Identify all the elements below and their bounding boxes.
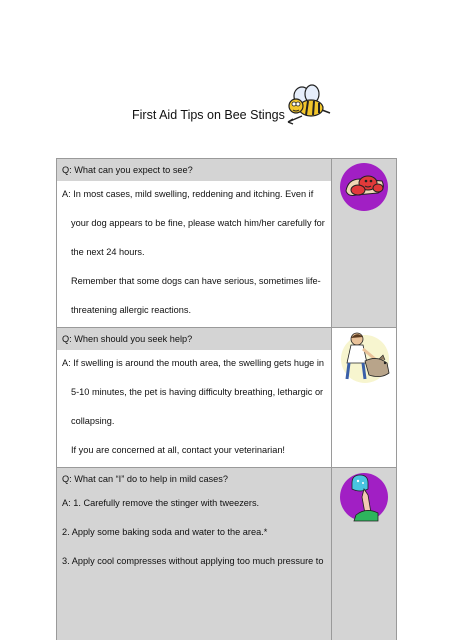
question-text: Q: What can you expect to see? xyxy=(62,165,193,175)
table-border xyxy=(56,327,397,328)
illustration-cell xyxy=(331,158,397,327)
question-row xyxy=(56,158,331,181)
answer-line: threatening allergic reactions. xyxy=(71,305,192,315)
answer-line: 5-10 minutes, the pet is having difficulty breathing, lethargic or xyxy=(71,387,324,397)
page-title: First Aid Tips on Bee Stings xyxy=(132,108,285,122)
bee-icon xyxy=(284,82,332,130)
question-row xyxy=(56,327,331,350)
title-row xyxy=(0,82,452,132)
table-border xyxy=(56,158,397,159)
question-row xyxy=(56,467,331,490)
answer-block xyxy=(56,350,331,467)
illustration-cell xyxy=(331,327,397,467)
answer-line: A: If swelling is around the mouth area, the swelling gets huge in xyxy=(62,358,324,368)
veterinarian-with-dog-icon xyxy=(335,329,393,387)
cold-compress-icon xyxy=(338,471,390,523)
answer-line: Remember that some dogs can have serious, sometimes life- xyxy=(71,276,321,286)
answer-line: collapsing. xyxy=(71,416,115,426)
answer-line: A: In most cases, mild swelling, reddening and itching. Even if xyxy=(62,189,314,199)
answer-line: the next 24 hours. xyxy=(71,247,145,257)
illustration-cell xyxy=(331,467,397,640)
swollen-paw-icon xyxy=(338,161,390,213)
answer-line: your dog appears to be fine, please watch him/her carefully for xyxy=(71,218,325,228)
table-border xyxy=(56,158,57,640)
answer-line: If you are concerned at all, contact your veterinarian! xyxy=(71,445,285,455)
table-border xyxy=(56,467,397,468)
table-border xyxy=(396,158,397,640)
table-border xyxy=(331,158,332,640)
answer-line: A: 1. Carefully remove the stinger with tweezers. xyxy=(62,498,260,508)
answer-line: 2. Apply some baking soda and water to the area.* xyxy=(62,527,268,537)
qa-table xyxy=(56,158,397,640)
answer-line: 3. Apply cool compresses without applying too much pressure to xyxy=(62,556,324,566)
question-text: Q: When should you seek help? xyxy=(62,334,193,344)
answer-block xyxy=(56,490,331,640)
question-text: Q: What can “I” do to help in mild cases? xyxy=(62,474,228,484)
answer-block xyxy=(56,181,331,327)
